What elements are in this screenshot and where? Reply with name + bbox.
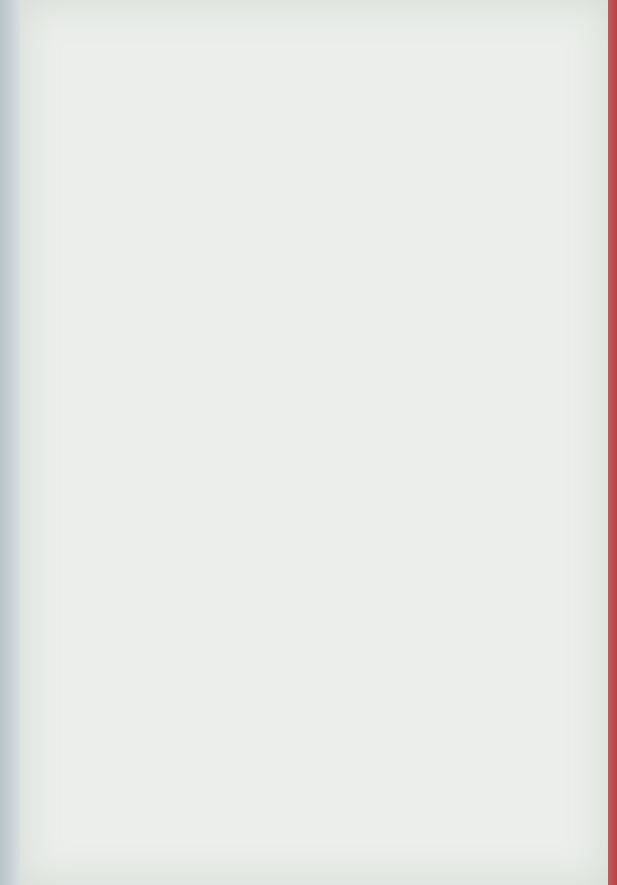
scan-right-edge bbox=[608, 0, 617, 885]
ceremony-paragraph bbox=[38, 290, 590, 720]
document-page bbox=[20, 0, 608, 885]
scan-left-edge bbox=[0, 0, 20, 885]
